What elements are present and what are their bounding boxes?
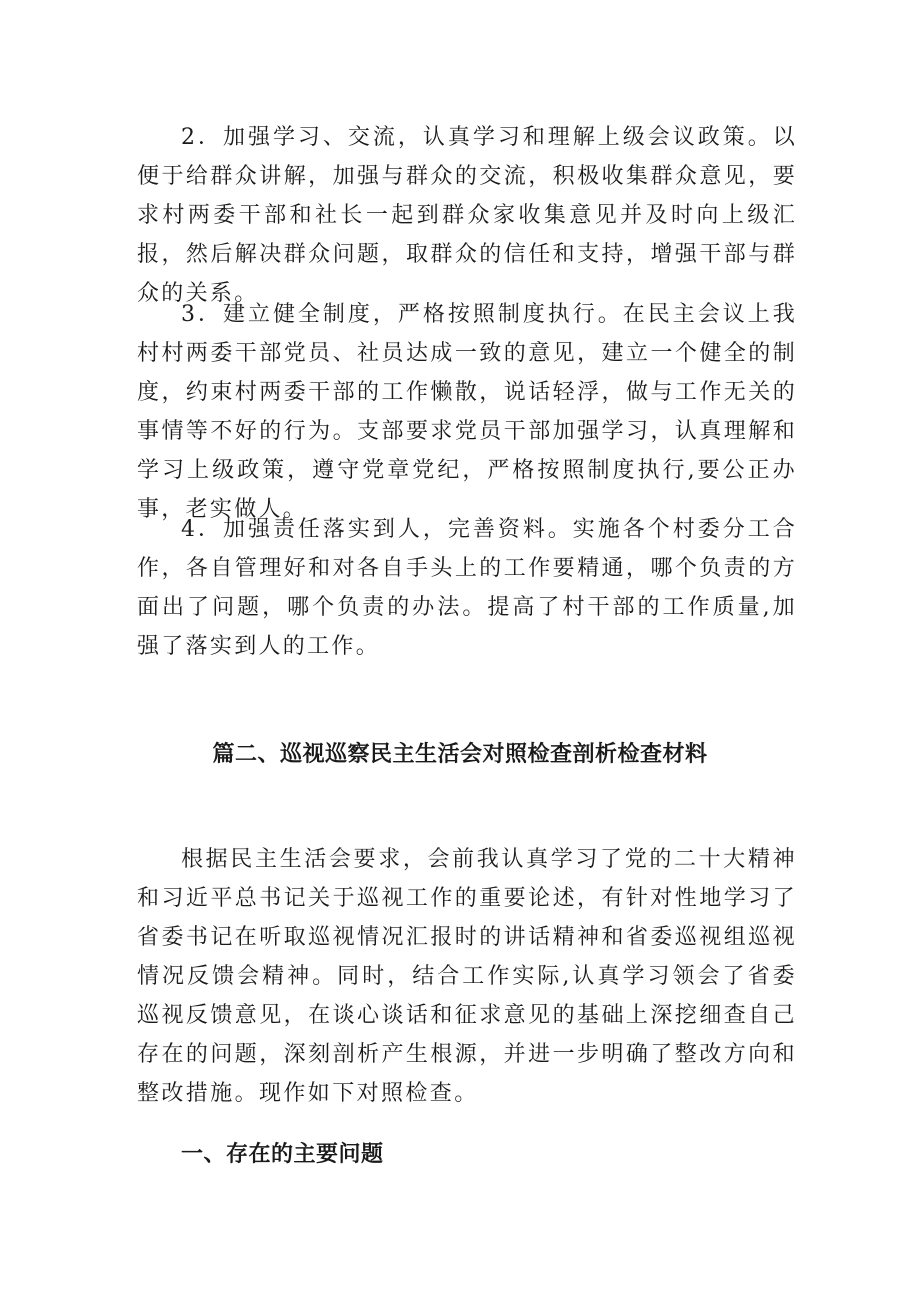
section-title: 篇二、巡视巡察民主生活会对照检查剖析检查材料 bbox=[212, 742, 708, 767]
paragraph-item-4: 4．加强责任落实到人，完善资料。实施各个村委分工合作，各自管理好和对各自手头上的工作要精通，哪个负责的方面出了问题，哪个负责的办法。提高了村干部的工作质量,加强了落实到人的工作。 bbox=[137, 517, 797, 659]
intro-paragraph: 根据民主生活会要求，会前我认真学习了党的二十大精神和习近平总书记关于巡视工作的重要论述，有针对性地学习了省委书记在听取巡视情况汇报时的讲话精神和省委巡视组巡视情况反馈会精神。同时，结合工作实际,认真学习领会了省委巡视反馈意见，在谈心谈话和征求意见的基础上深挖细查自己存在的问题，深刻剖析产生根源，并进一步明确了整改方向和整改措施。现作如下对照检查。 bbox=[137, 847, 797, 1106]
subheading-main-problems: 一、存在的主要问题 bbox=[181, 1142, 384, 1167]
paragraph-item-2: 2．加强学习、交流，认真学习和理解上级会议政策。以便于给群众讲解，加强与群众的交流，积极收集群众意见，要求村两委干部和社长一起到群众家收集意见并及时向上级汇报，然后解决群众问题，取群众的信任和支持，增强干部与群众的关系。 bbox=[137, 125, 797, 306]
paragraph-item-3: 3．建立健全制度，严格按照制度执行。在民主会议上我村村两委干部党员、社员达成一致的意见，建立一个健全的制度，约束村两委干部的工作懒散，说话轻浮，做与工作无关的事情等不好的行为。支部要求党员干部加强学习，认真理解和学习上级政策，遵守党章党纪，严格按照制度执行,要公正办事，老实做人。 bbox=[137, 302, 797, 522]
